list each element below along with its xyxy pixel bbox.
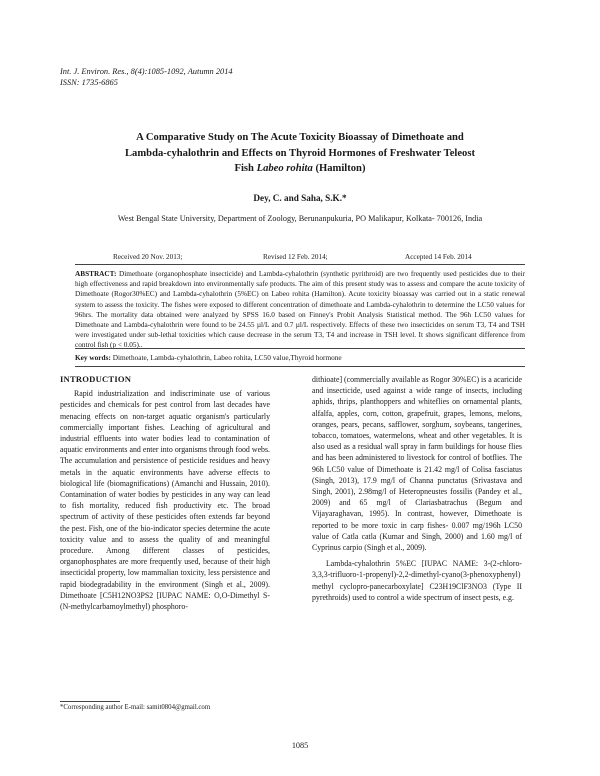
keywords-bottom-rule	[75, 366, 525, 367]
abstract-text: Dimethoate (organophosphate insecticide) and Lambda-cyhalothrin (synthetic pyrithroid) are two frequently used pesticides due to their high effectiveness and rapid breakdown into environmentally safe products. The aim of this present study was to assess and compare the acute toxicity of Dimethoate (Rogor30%EC) and Lambda-cyhalothrin (5%EC) on Labeo rohita (Hamilton). Acute toxicity bioassay was carried out in a static renewal system to assess the toxicity. The fishes were exposed to different concentration of dimethoate and Lambda-cyhalothrin to determine the LC50 values for 96hrs. The mortality data obtained were analyzed by SPSS 16.0 based on Finney's Probit Analysis Statistical method. The 96h LC50 values for Dimethoate and Lambda-cyhalothrin were found to be 24.55 µl/L and 0.7 µl/L respectively. Effects of these two insecticides on serum T3, T4 and TSH were investigated under sub-lethal toxicities which cause decrease in the serum T3, T4 and increase in TSH level. It shows significant difference from control fish (p < 0.05)..	[75, 270, 525, 350]
corresponding-author-footnote: *Corresponding author E-mail: samit0804@gmail.com	[60, 704, 211, 711]
title-line-1: A Comparative Study on The Acute Toxicity Bioassay of Dimethoate and	[136, 132, 464, 143]
title-line-3	[70, 161, 530, 177]
title-author-citation: (Hamilton)	[312, 163, 366, 174]
title-line-2: Lambda-cyhalothrin and Effects on Thyroid Hormones of Freshwater Teleost	[124, 147, 475, 159]
affiliation: West Bengal State University, Department of Zoology, Berunanpukuria, PO Malikapur, Kolkata- 700126, India	[117, 214, 483, 223]
page-number: 1085	[291, 741, 309, 750]
paper-title	[70, 130, 530, 177]
title-fish-word: Fish	[234, 163, 257, 174]
introduction-heading: INTRODUCTION	[60, 374, 132, 384]
keywords-top-rule	[75, 348, 525, 349]
abstract-top-rule	[75, 264, 525, 265]
authors: Dey, C. and Saha, S.K.*	[253, 193, 347, 203]
received-date: Received 20 Nov. 2013;	[113, 253, 183, 261]
keywords-text: Dimethoate, Lambda-cyhalothrin, Labeo rohita, LC50 value,Thyroid hormone	[112, 353, 342, 362]
title-species: Labeo rohita	[256, 163, 313, 174]
intro-paragraph-2: dithioate] (commercially available as Rogor 30%EC) is a acaricide and insecticide, used against a wide range of insects, including aphids, thrips, planthoppers and whiteflies on ornamental plants, alfalfa, apples, corn, cotton, grapefruit, grapes, lemons, melons, oranges, pears, pecans, safflower, sorghum, soybeans, tangerines, tobacco, tomatoes, watermelons, wheat and other vegetables. It is also used as a residual wall spray in farm buildings for house flies and has been administered to livestock for control of botflies. The 96h LC50 value of Dimethoate is 21.42 mg/l of Colisa fasciatus (Singh, 2013), 17.9 mg/l of Channa punctatus (Srivastava and Singh, 2001), 2.98mg/l of Heteropneustes fossilis (Pandey et al., 2009) and 65 mg/l of Clariasbatrachus (Begum and Vijayaraghavan, 1995). In contrast, however, Dimethoate is reported to be more toxic in carp fishes- 0.007 mg/196h LC50 value of Catla catla (Kumar and Singh, 2000) and 1.60 mg/l of Cyprinus carpio (Singh et al., 2009).	[312, 375, 522, 553]
abstract	[75, 269, 525, 351]
accepted-date: Accepted 14 Feb. 2014	[405, 253, 472, 261]
keywords	[75, 353, 525, 362]
abstract-label: ABSTRACT:	[75, 270, 117, 278]
intro-paragraph-1: Rapid industrialization and indiscriminate use of various pesticides and chemicals for pest control from last decades have menacing effects on non-target aquatic organism's particularly commercially important fishes. Leaching of agricultural and industrial effluents into water bodies lead to contamination of aquatic environments and enter into organisms through food webs. The accumulation and persistence of pesticide residues and heavy metals in the aquatic environments have adverse effects to biological life (biomagnifications) (Amanchi and Hussain, 2010). Contamination of water bodies by pesticides in any way can lead to fish mortality, reduced fish productivity etc. The broad spectrum of activity of these pesticides often extends far beyond the pest. Fish, one of the bio-indicator species determine the acute toxicity value and to assess the quality of and meaningful procedure. Among different classes of pesticides, organophosphates are more frequently used, because of their high insecticidal property, low mammalian toxicity, less persistence and rapid biodegradability in the environment (Singh et al., 2009). Dimethoate [C5H12NO3PS2 [IUPAC NAME: O,O-Dimethyl S-(N-methylcarbamoylmethyl) phosphoro-	[60, 389, 270, 612]
issn: ISSN: 1735-6865	[60, 78, 118, 87]
left-column	[60, 374, 270, 612]
journal-citation: Int. J. Environ. Res., 8(4):1085-1092, Autumn 2014	[60, 67, 233, 76]
right-column	[312, 374, 522, 603]
revised-date: Revised 12 Feb. 2014;	[263, 253, 328, 261]
intro-paragraph-3: Lambda-cyhalothrin 5%EC [IUPAC NAME: 3-(2-chloro-3,3,3-trifluoro-1-propenyl)-2,2-dimethyl-cyano(3-phenoxyphenyl) methyl cyclopro-panecarboxylate] C23H19ClF3NO3 (Type II pyrethroids) used to control a wide spectrum of insect pests, e.g.	[312, 559, 522, 602]
footnote-rule	[60, 701, 120, 702]
keywords-label: Key words:	[75, 353, 111, 362]
